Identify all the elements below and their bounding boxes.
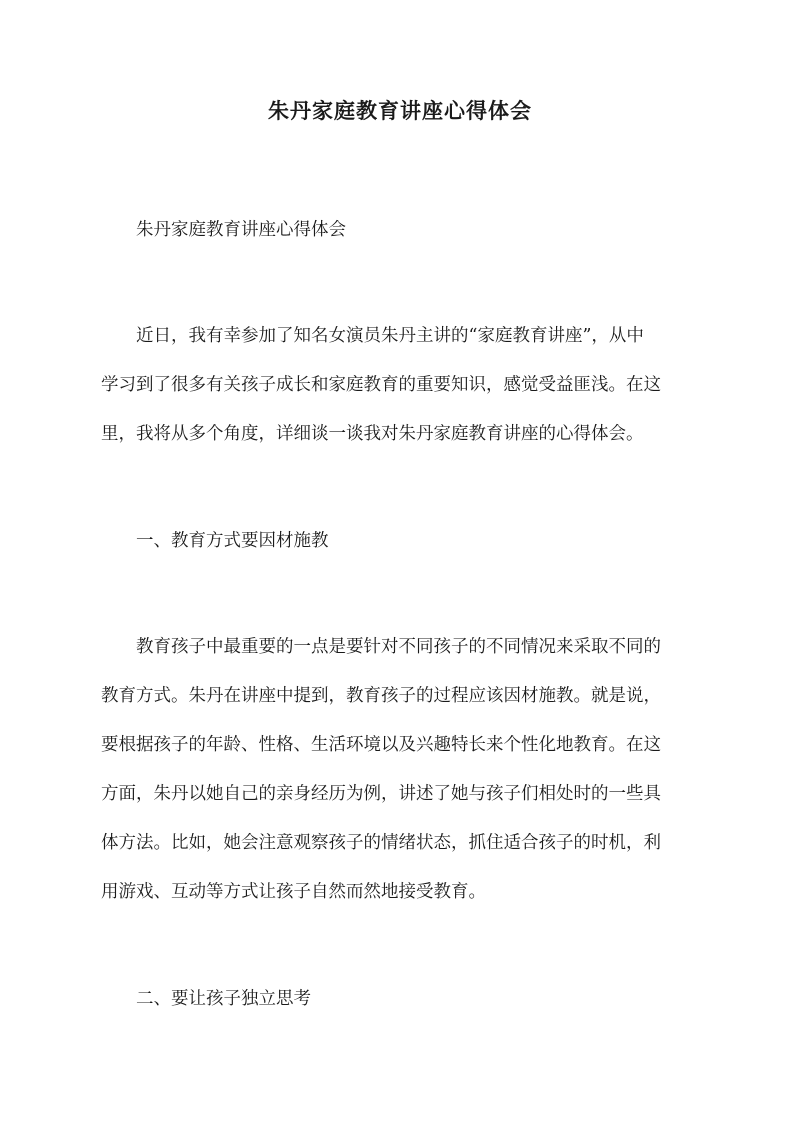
section-1-line-4: 方面，朱丹以她自己的亲身经历为例，讲述了她与孩子们相处时的一些具 (101, 784, 661, 804)
section-1-line-2: 教育方式。朱丹在讲座中提到，教育孩子的过程应该因材施教。就是说， (101, 686, 661, 706)
intro-line-2: 学习到了很多有关孩子成长和家庭教育的重要知识，感觉受益匪浅。在这 (101, 375, 661, 395)
section-1-line-3: 要根据孩子的年龄、性格、生活环境以及兴趣特长来个性化地教育。在这 (101, 735, 661, 755)
section-1-line-5: 体方法。比如，她会注意观察孩子的情绪状态，抓住适合孩子的时机，利 (101, 833, 661, 853)
section-1-line-1: 教育孩子中最重要的一点是要针对不同孩子的不同情况来采取不同的 (136, 637, 661, 657)
section-2-heading: 二、要让孩子独立思考 (136, 989, 311, 1009)
intro-line-3: 里，我将从多个角度，详细谈一谈我对朱丹家庭教育讲座的心得体会。 (101, 424, 644, 444)
intro-line-1: 近日，我有幸参加了知名女演员朱丹主讲的“家庭教育讲座”，从中 (136, 326, 644, 346)
section-1-line-6: 用游戏、互动等方式让孩子自然而然地接受教育。 (101, 882, 486, 902)
section-1-heading: 一、教育方式要因材施教 (136, 531, 329, 551)
document-title: 朱丹家庭教育讲座心得体会 (268, 98, 532, 123)
document-subtitle: 朱丹家庭教育讲座心得体会 (136, 220, 346, 240)
